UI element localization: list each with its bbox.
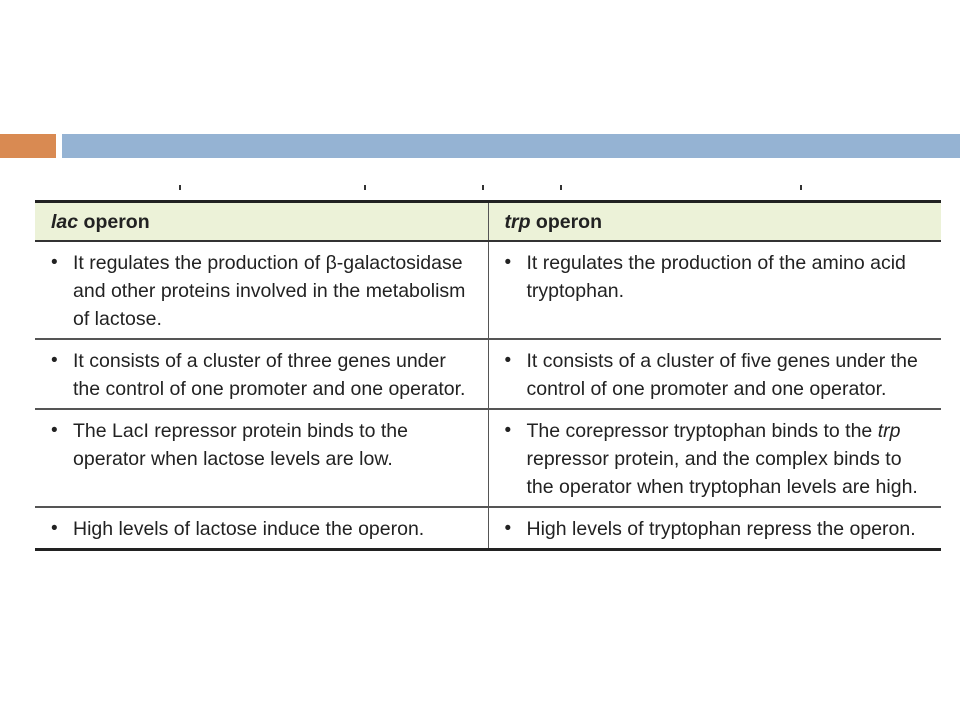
cell-text-segment: High levels of tryptophan repress the operon. — [526, 518, 916, 540]
bullet-icon: • — [51, 420, 58, 441]
cell-text-segment: High levels of lactose induce the operon. — [73, 518, 425, 540]
cell-text — [73, 515, 472, 543]
bullet-icon: • — [504, 518, 512, 539]
cell-text-segment: The LacI repressor protein binds to the operator when lactose levels are low. — [73, 420, 408, 470]
table-cell-trp — [488, 339, 941, 409]
cell-text-segment: repressor protein, and the complex binds to the operator when tryptophan levels are high. — [526, 448, 918, 498]
cell-text-segment: It consists of a cluster of five genes under the control of one promoter and one operator. — [526, 350, 918, 400]
cell-text — [527, 347, 926, 403]
cell-text-segment: It regulates the production of the amino acid tryptophan. — [526, 252, 906, 302]
table-row — [35, 409, 941, 507]
table-row — [35, 507, 941, 550]
table-cell-trp — [488, 409, 941, 507]
header-accent-blue — [62, 134, 960, 158]
table-row — [35, 241, 941, 339]
table-cell-lac — [35, 339, 488, 409]
cell-text-segment: The corepressor tryptophan binds to the — [526, 420, 878, 442]
table-cell-lac — [35, 241, 488, 339]
bullet-item — [51, 515, 472, 543]
cell-text — [73, 347, 472, 403]
table-row — [35, 339, 941, 409]
caption-tick — [364, 185, 366, 190]
operon-comparison-table — [35, 200, 941, 551]
cell-text — [527, 417, 926, 501]
column-header-lac: lac operon — [35, 202, 488, 242]
cell-text — [527, 249, 926, 305]
table-cell-lac — [35, 507, 488, 550]
bullet-item — [505, 347, 926, 403]
caption-tick — [800, 185, 802, 190]
bullet-item — [505, 417, 926, 501]
bullet-icon: • — [504, 252, 512, 273]
bullet-icon: • — [51, 350, 58, 371]
bullet-icon: • — [504, 350, 512, 371]
cell-text — [527, 515, 926, 543]
table-cell-trp — [488, 507, 941, 550]
cropped-caption-remnant — [36, 185, 940, 195]
header-accent-orange — [0, 134, 56, 158]
cell-text — [73, 249, 472, 333]
table-cell-trp — [488, 241, 941, 339]
cell-text-segment: It regulates the production of β-galactosidase and other proteins involved in the metabolism of lactose. — [73, 252, 466, 330]
cell-text — [73, 417, 472, 473]
table-cell-lac — [35, 409, 488, 507]
bullet-icon: • — [51, 518, 58, 539]
column-header-trp: trp operon — [488, 202, 941, 242]
caption-tick — [560, 185, 562, 190]
cell-text-segment: trp — [877, 420, 901, 442]
bullet-item — [51, 347, 472, 403]
bullet-icon: • — [504, 420, 512, 441]
cell-text-segment: It consists of a cluster of three genes under the control of one promoter and one operator. — [73, 350, 466, 400]
bullet-item — [505, 515, 926, 543]
table-header-row — [35, 202, 941, 242]
caption-tick — [482, 185, 484, 190]
bullet-item — [505, 249, 926, 305]
bullet-item — [51, 249, 472, 333]
bullet-icon: • — [51, 252, 58, 273]
bullet-item — [51, 417, 472, 473]
table-body — [35, 241, 941, 550]
caption-tick — [179, 185, 181, 190]
